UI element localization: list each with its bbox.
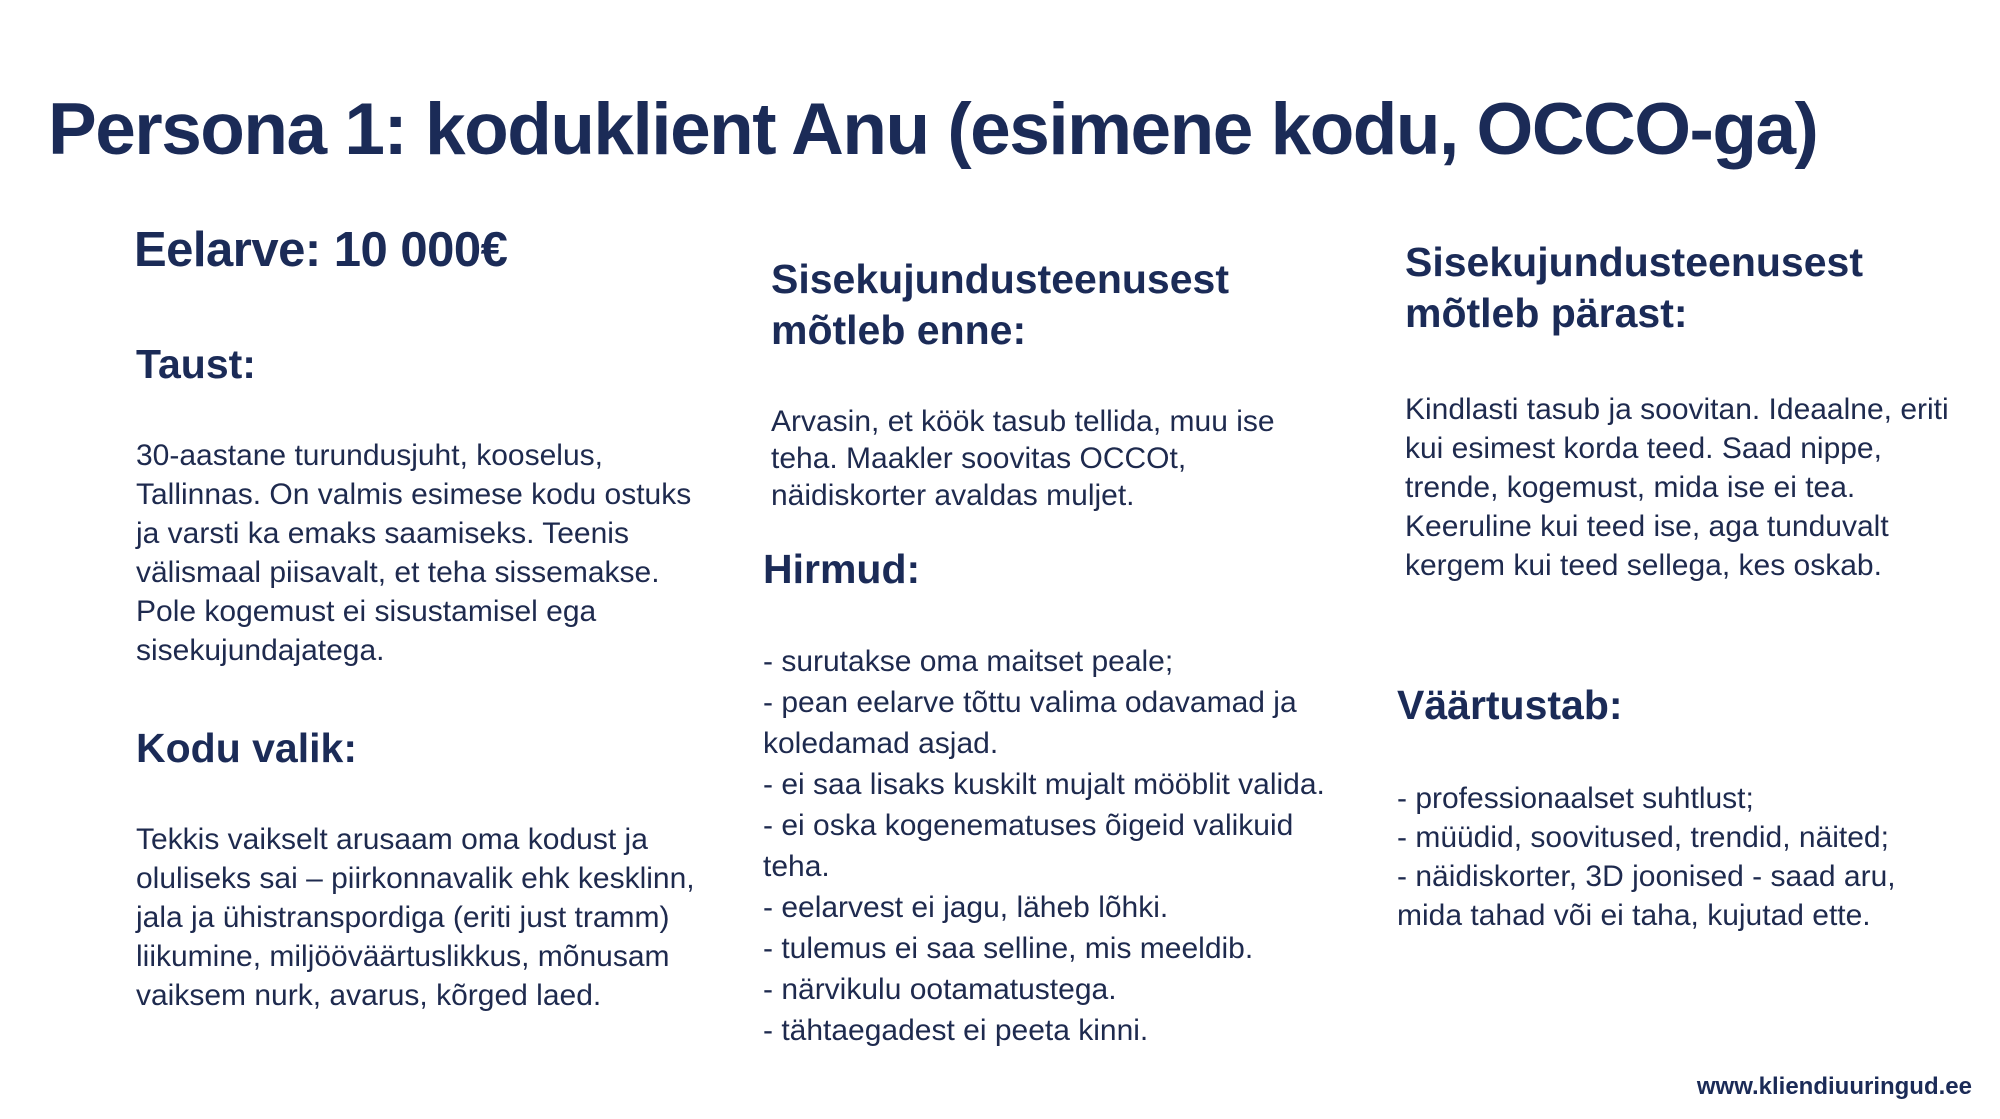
thinks-before-text: Arvasin, et köök tasub tellida, muu ise teha. Maakler soovitas OCCOt, näidiskorter avaldas muljet.: [771, 405, 1275, 512]
footer-url[interactable]: www.kliendiuuringud.ee: [1696, 1073, 1972, 1100]
value-item: - müüdid, soovitused, trendid, näited;: [1397, 821, 1889, 854]
thinks-after-heading-line1: Sisekujundusteenusest: [1405, 239, 1863, 285]
fear-item: - ei saa lisaks kuskilt mujalt mööblit valida.: [763, 768, 1325, 801]
value-item: - professionaalset suhtlust;: [1397, 782, 1754, 815]
values-list: [1397, 779, 1957, 935]
fear-item: - surutakse oma maitset peale;: [763, 645, 1174, 678]
values-heading: Väärtustab:: [1397, 682, 1623, 728]
budget-heading: Eelarve: 10 000€: [134, 223, 508, 277]
thinks-after-text: Kindlasti tasub ja soovitan. Ideaalne, eriti kui esimest korda teed. Saad nippe, trende, kogemust, mida ise ei tea. Keeruline kui teed ise, aga tunduvalt kergem kui teed sellega, kes oskab.: [1405, 393, 1949, 582]
thinks-after-heading: [1405, 237, 1863, 339]
fears-list: [763, 641, 1343, 1051]
fear-item: - pean eelarve tõttu valima odavamad ja koledamad asjad.: [763, 686, 1297, 760]
background-heading: Taust:: [136, 341, 256, 387]
fear-item: - tulemus ei saa selline, mis meeldib.: [763, 932, 1254, 965]
fear-item: - eelarvest ei jagu, läheb lõhki.: [763, 891, 1169, 924]
thinks-before-heading-line1: Sisekujundusteenusest: [771, 256, 1229, 302]
thinks-before-heading: [771, 254, 1229, 356]
fear-item: - närvikulu ootamatustega.: [763, 973, 1117, 1006]
page-title: Persona 1: koduklient Anu (esimene kodu, OCCO-ga): [48, 89, 1818, 170]
home-choice-text: Tekkis vaikselt arusaam oma kodust ja oluliseks sai – piirkonnavalik ehk kesklinn, jala ja ühistranspordiga (eriti just tramm) liikumine, miljööväärtuslikkus, mõnusam vaiksem nurk, avarus, kõrged laed.: [136, 823, 695, 1012]
home-choice-heading: Kodu valik:: [136, 725, 357, 771]
thinks-after-heading-line2: mõtleb pärast:: [1405, 289, 1688, 336]
fear-item: - tähtaegadest ei peeta kinni.: [763, 1014, 1149, 1047]
value-item: - näidiskorter, 3D joonised - saad aru, mida tahad või ei taha, kujutad ette.: [1397, 860, 1896, 932]
fears-heading: Hirmud:: [763, 546, 921, 592]
thinks-before-heading-line2: mõtleb enne:: [771, 306, 1027, 353]
fear-item: - ei oska kogenematuses õigeid valikuid teha.: [763, 809, 1294, 883]
background-text: 30-aastane turundusjuht, kooselus, Tallinnas. On valmis esimese kodu ostuks ja varsti ka emaks saamiseks. Teenis välismaal piisavalt, et teha sissemakse. Pole kogemust ei sisustamisel ega sisekujundajatega.: [136, 439, 692, 667]
